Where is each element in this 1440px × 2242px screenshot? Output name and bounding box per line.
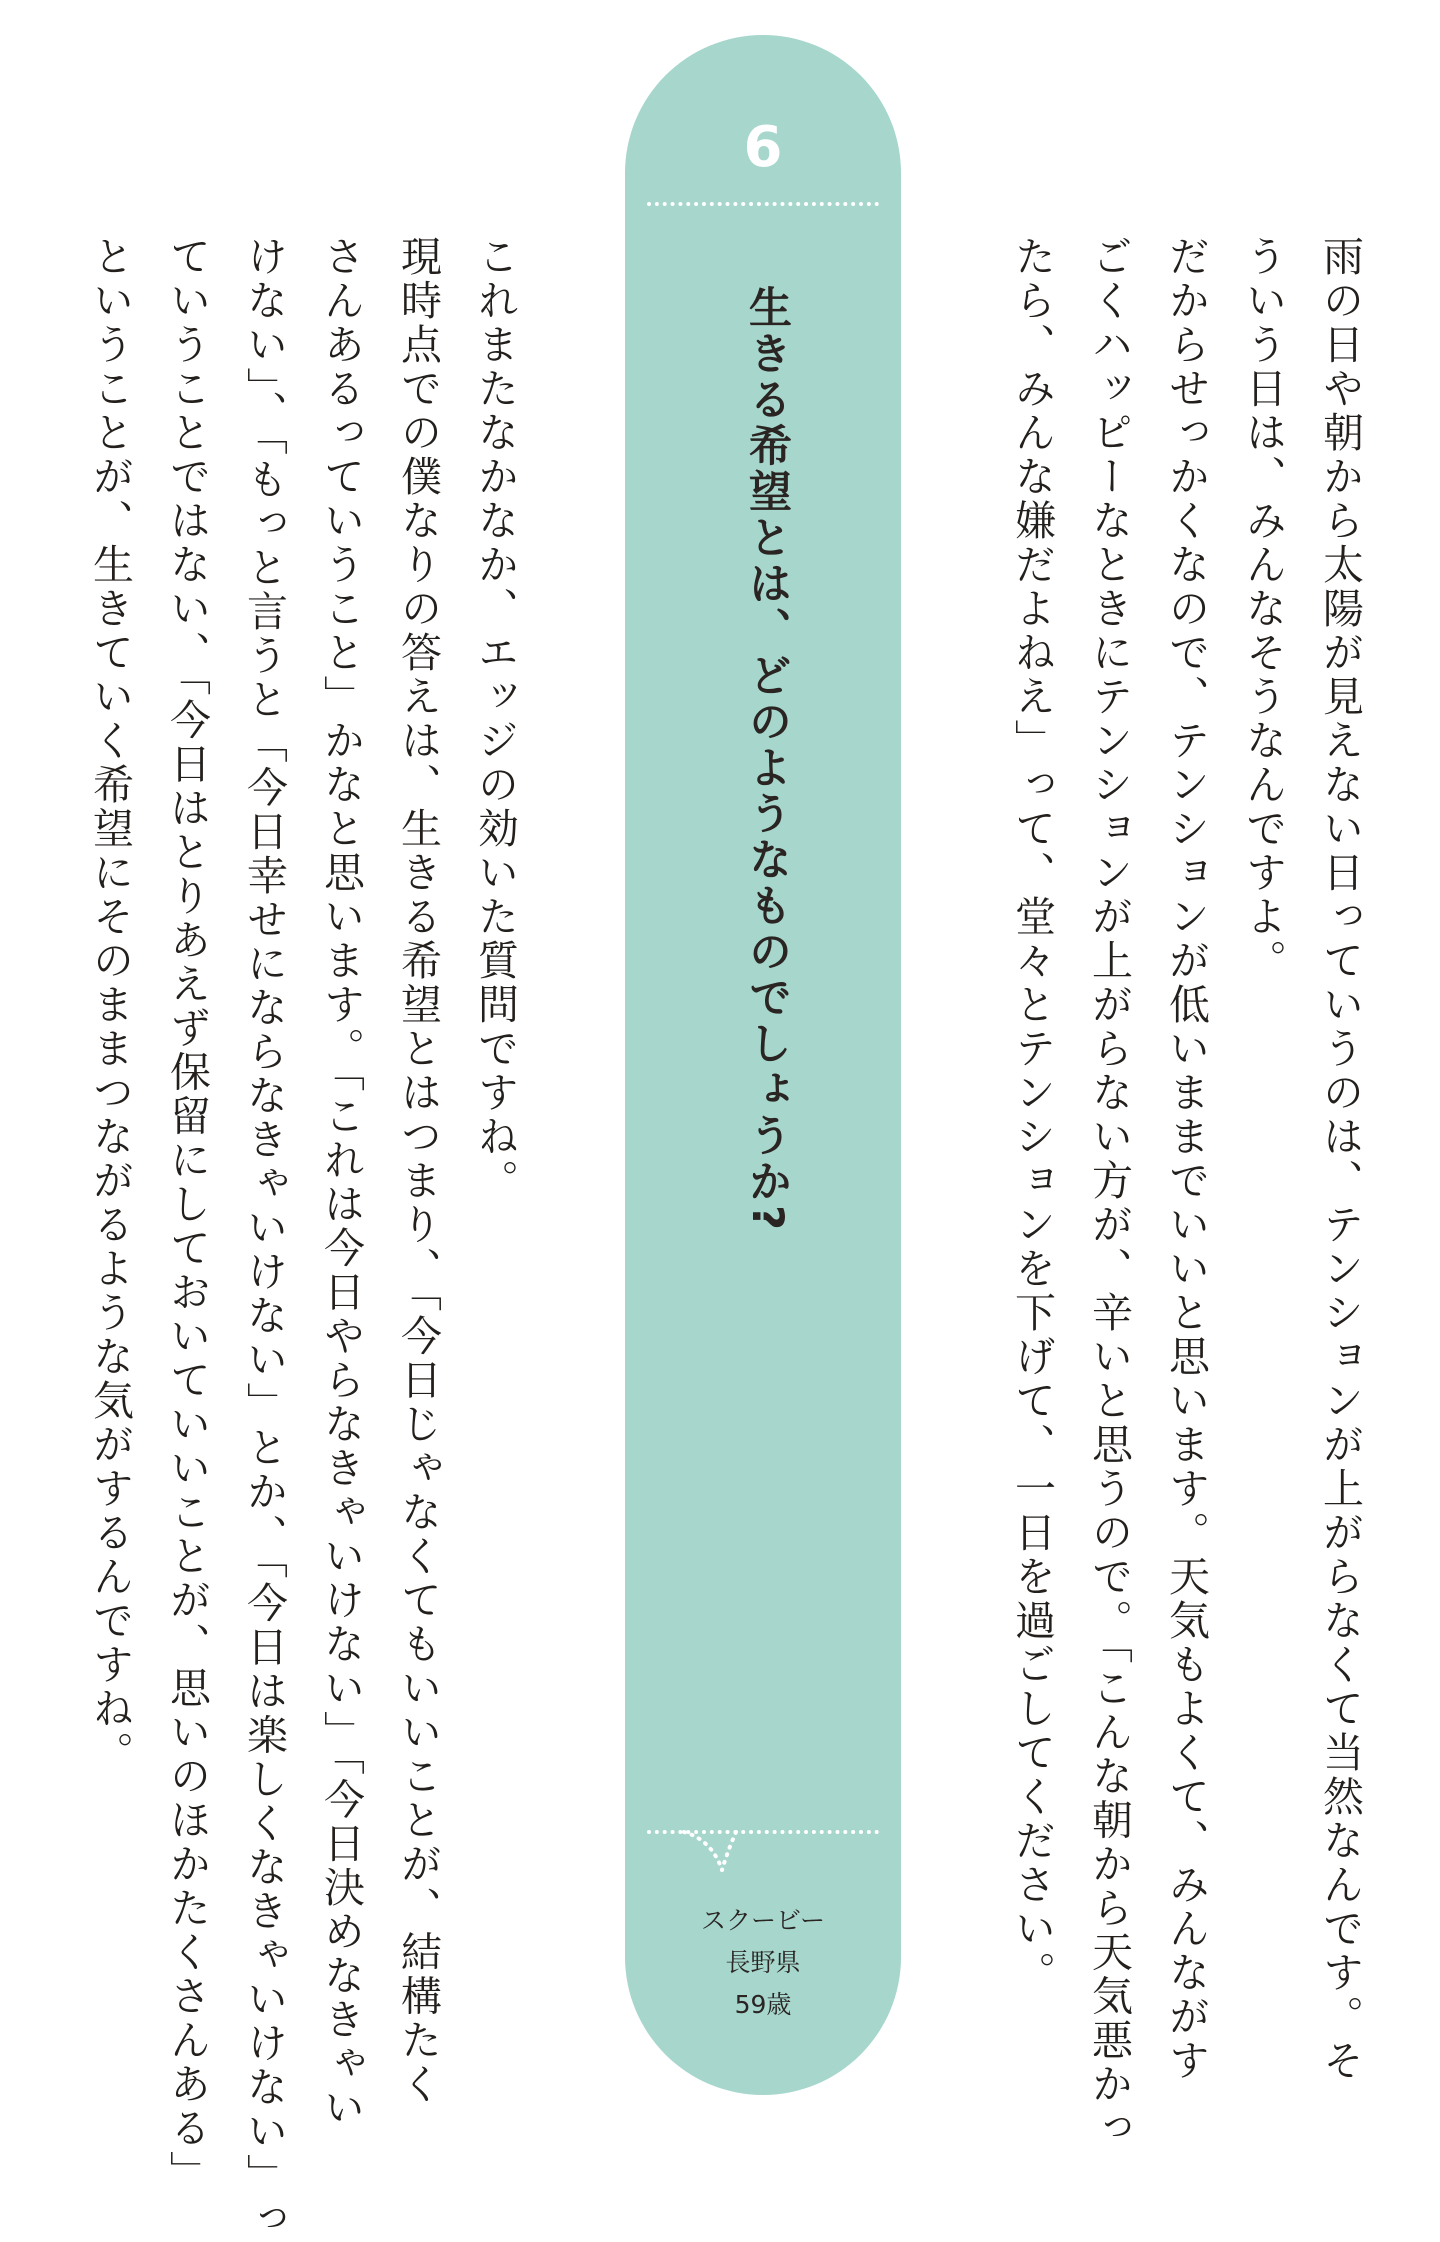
body-column-5: たら、みんな嫌だよねえ」って、堂々とテンションを下げて、一日を過ごしてください。 xyxy=(1008,235,1056,1995)
body-column-9: けない」、「もっと言うと「今日幸せにならなきゃいけない」とか、「今日は楽しくなきゃいけない」っ xyxy=(240,235,288,2242)
author-info xyxy=(625,1900,901,2026)
question-title: 生きる希望とは、どのようなものでしょうか? xyxy=(742,285,792,1233)
body-column-4: ごくハッピーなときにテンションが上がらない方が、辛いと思うので。「こんな朝から天気悪かっ xyxy=(1085,235,1133,2151)
author-prefecture: 長野県 xyxy=(725,1948,801,1977)
speech-tail-icon xyxy=(682,1830,738,1880)
body-column-11: ということが、生きていく希望にそのままつながるような気がするんですね。 xyxy=(86,235,134,1775)
question-banner xyxy=(625,35,901,2095)
body-column-8: さんあるっていうこと」かなと思います。「これは今日やらなきゃいけない」「今日決めなきゃい xyxy=(317,235,365,2130)
body-column-3: だからせっかくなので、テンションが低いままでいいと思います。天気もよくて、みんながす xyxy=(1162,235,1210,2083)
body-column-1: 雨の日や朝から太陽が見えない日っていうのは、テンションが上がらなくて当然なんです。そ xyxy=(1316,235,1364,2083)
body-column-6: これまたなかなか、エッジの効いた質問ですね。 xyxy=(471,235,519,1203)
divider-top xyxy=(647,202,879,206)
body-column-10: ていうことではない、「今日はとりあえず保留にしておいていいことが、思いのほかたくさんある」 xyxy=(163,235,211,2195)
body-column-7: 現時点での僕なりの答えは、生きる希望とはつまり、「今日じゃなくてもいいことが、結構たく xyxy=(394,235,442,2107)
question-number: 6 xyxy=(743,115,783,180)
author-name: スクービー xyxy=(700,1906,825,1935)
body-column-2: ういう日は、みんなそうなんですよ。 xyxy=(1239,235,1287,983)
author-age: 59歳 xyxy=(734,1990,792,2019)
